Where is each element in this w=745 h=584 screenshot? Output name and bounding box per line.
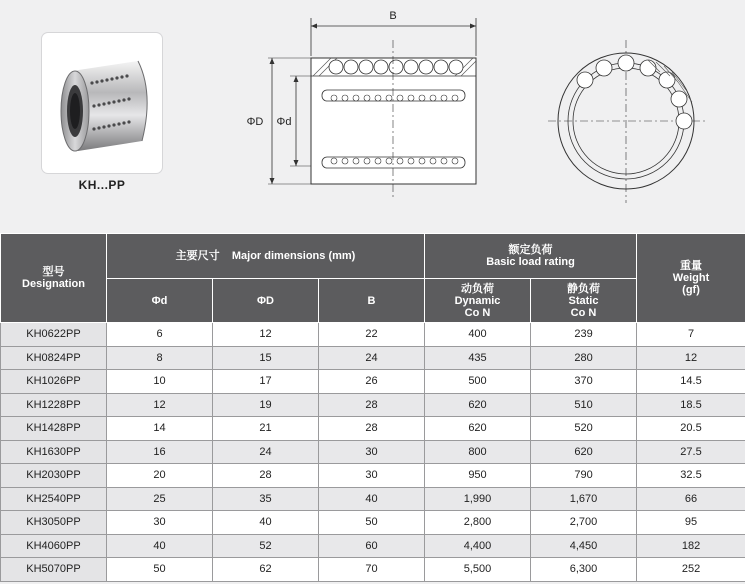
table-row <box>1 534 745 558</box>
cell-static: 280 <box>531 346 637 370</box>
cell-designation: KH1026PP <box>1 370 107 394</box>
header-weight <box>637 234 745 323</box>
header-outer-diameter: ΦD <box>213 279 319 323</box>
cell-weight: 182 <box>637 534 745 558</box>
cell-static: 790 <box>531 464 637 488</box>
cell-B: 24 <box>319 346 425 370</box>
table-row <box>1 558 745 582</box>
cell-dynamic: 1,990 <box>425 487 531 511</box>
cell-static: 520 <box>531 417 637 441</box>
header-dynamic-en: Dynamic <box>454 294 501 307</box>
cell-B: 26 <box>319 370 425 394</box>
cell-weight: 18.5 <box>637 393 745 417</box>
cell-B: 50 <box>319 511 425 535</box>
cell-weight: 7 <box>637 323 745 347</box>
cell-D: 17 <box>213 370 319 394</box>
cell-d: 6 <box>107 323 213 347</box>
table-row <box>1 487 745 511</box>
cell-designation: KH5070PP <box>1 558 107 582</box>
cell-designation: KH1228PP <box>1 393 107 417</box>
cell-designation: KH4060PP <box>1 534 107 558</box>
dim-label-b: B <box>389 10 397 22</box>
header-major-dimensions <box>107 234 425 279</box>
figure-area <box>0 0 745 232</box>
header-major-dims-cn: 主要尺寸 <box>175 250 220 262</box>
cell-static: 620 <box>531 440 637 464</box>
cell-static: 6,300 <box>531 558 637 582</box>
cell-dynamic: 800 <box>425 440 531 464</box>
technical-drawing <box>0 0 745 232</box>
table-row <box>1 464 745 488</box>
cell-static: 2,700 <box>531 511 637 535</box>
cell-B: 70 <box>319 558 425 582</box>
cell-D: 24 <box>213 440 319 464</box>
cell-dynamic: 435 <box>425 346 531 370</box>
cell-designation: KH3050PP <box>1 511 107 535</box>
cell-B: 30 <box>319 464 425 488</box>
cell-D: 28 <box>213 464 319 488</box>
cell-D: 12 <box>213 323 319 347</box>
cell-weight: 14.5 <box>637 370 745 394</box>
spec-table <box>0 233 745 582</box>
cell-static: 1,670 <box>531 487 637 511</box>
cell-d: 8 <box>107 346 213 370</box>
cell-dynamic: 5,500 <box>425 558 531 582</box>
table-row <box>1 393 745 417</box>
header-dynamic-cn: 动负荷 <box>461 282 494 295</box>
cell-D: 35 <box>213 487 319 511</box>
cell-weight: 95 <box>637 511 745 535</box>
cell-D: 62 <box>213 558 319 582</box>
cell-designation: KH1428PP <box>1 417 107 441</box>
cell-d: 20 <box>107 464 213 488</box>
cell-dynamic: 500 <box>425 370 531 394</box>
table-row <box>1 370 745 394</box>
cell-d: 14 <box>107 417 213 441</box>
header-weight-cn: 重量 <box>680 260 703 272</box>
cell-B: 60 <box>319 534 425 558</box>
cell-B: 28 <box>319 393 425 417</box>
cell-d: 12 <box>107 393 213 417</box>
cell-weight: 66 <box>637 487 745 511</box>
product-caption: KH...PP <box>78 178 126 192</box>
header-width: B <box>319 279 425 323</box>
cell-d: 10 <box>107 370 213 394</box>
cell-weight: 252 <box>637 558 745 582</box>
header-weight-en: Weight <box>672 272 710 284</box>
cell-static: 510 <box>531 393 637 417</box>
cell-d: 16 <box>107 440 213 464</box>
table-row <box>1 511 745 535</box>
cell-static: 4,450 <box>531 534 637 558</box>
dim-label-inner-diameter: Φd <box>276 116 292 128</box>
header-load-rating-en: Basic load rating <box>486 256 575 268</box>
cell-d: 40 <box>107 534 213 558</box>
header-static-unit: Co N <box>570 306 597 319</box>
cell-dynamic: 400 <box>425 323 531 347</box>
cell-dynamic: 950 <box>425 464 531 488</box>
cell-dynamic: 4,400 <box>425 534 531 558</box>
header-major-dims-en: Major dimensions (mm) <box>231 250 356 262</box>
cell-weight: 27.5 <box>637 440 745 464</box>
cell-weight: 32.5 <box>637 464 745 488</box>
cell-D: 52 <box>213 534 319 558</box>
table-row <box>1 346 745 370</box>
cell-dynamic: 620 <box>425 417 531 441</box>
cell-dynamic: 620 <box>425 393 531 417</box>
header-designation <box>1 234 107 323</box>
cell-d: 30 <box>107 511 213 535</box>
header-weight-unit: (gf) <box>682 284 700 296</box>
header-designation-cn: 型号 <box>42 266 65 278</box>
table-row <box>1 417 745 441</box>
cell-weight: 12 <box>637 346 745 370</box>
cell-dynamic: 2,800 <box>425 511 531 535</box>
header-static-cn: 静负荷 <box>567 282 600 295</box>
cell-B: 30 <box>319 440 425 464</box>
cell-designation: KH1630PP <box>1 440 107 464</box>
table-row <box>1 323 745 347</box>
cell-weight: 20.5 <box>637 417 745 441</box>
cell-D: 40 <box>213 511 319 535</box>
dim-label-outer-diameter: ΦD <box>246 116 264 128</box>
cell-designation: KH0622PP <box>1 323 107 347</box>
cell-d: 50 <box>107 558 213 582</box>
cell-D: 21 <box>213 417 319 441</box>
header-static-en: Static <box>568 294 599 307</box>
cell-D: 19 <box>213 393 319 417</box>
cell-static: 239 <box>531 323 637 347</box>
cell-designation: KH0824PP <box>1 346 107 370</box>
cell-B: 28 <box>319 417 425 441</box>
header-static <box>531 279 637 323</box>
cell-d: 25 <box>107 487 213 511</box>
header-dynamic <box>425 279 531 323</box>
cell-D: 15 <box>213 346 319 370</box>
table-row <box>1 440 745 464</box>
header-designation-en: Designation <box>22 278 85 290</box>
header-dynamic-unit: Co N <box>464 306 491 319</box>
cell-designation: KH2030PP <box>1 464 107 488</box>
header-load-rating <box>425 234 637 279</box>
cell-static: 370 <box>531 370 637 394</box>
cell-B: 40 <box>319 487 425 511</box>
cell-designation: KH2540PP <box>1 487 107 511</box>
cell-B: 22 <box>319 323 425 347</box>
header-inner-diameter: Φd <box>107 279 213 323</box>
header-load-rating-cn: 额定负荷 <box>508 244 553 256</box>
